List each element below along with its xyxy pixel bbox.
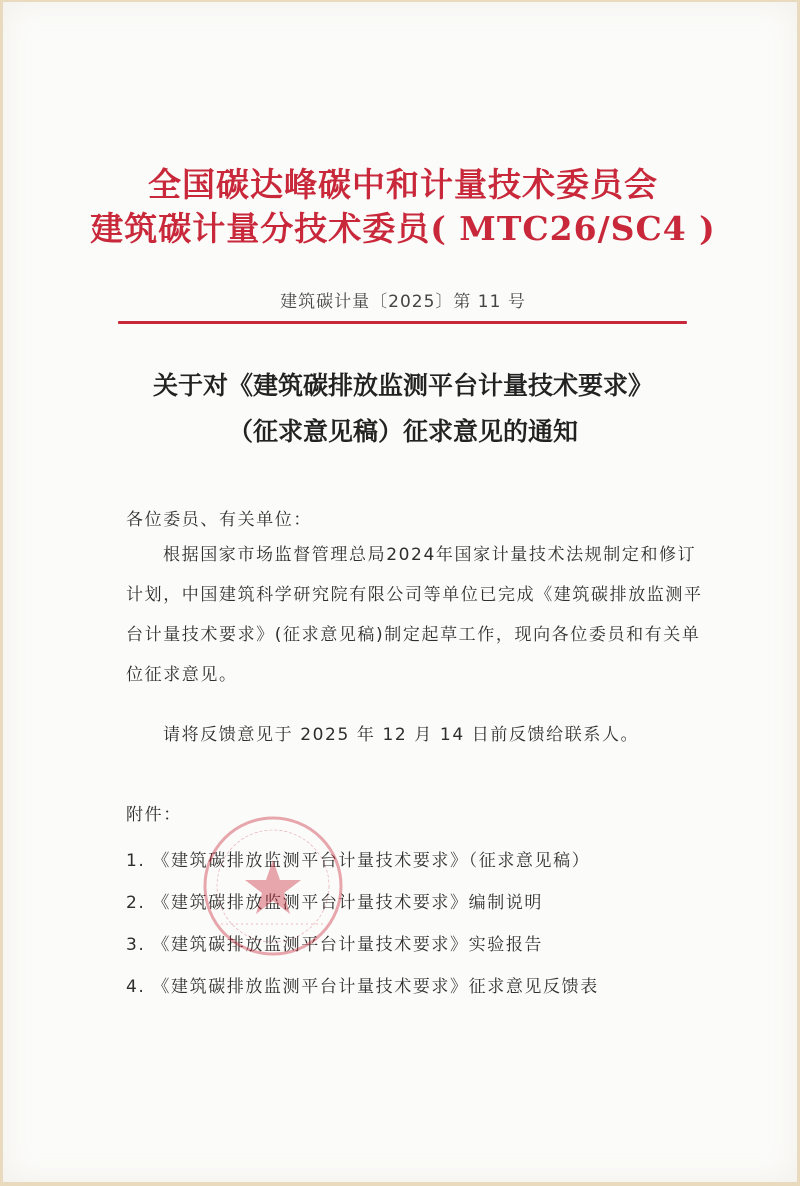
document-number: 建筑碳计量〔2025〕第 11 号 — [280, 292, 526, 312]
attachment-item: 4. 《建筑碳排放监测平台计量技术要求》征求意见反馈表 — [126, 977, 599, 997]
org-name-line2: 建筑碳计量分技术委员( MTC26/SC4 ) — [90, 209, 716, 248]
attachments-label: 附件： — [126, 805, 182, 825]
document-page — [3, 2, 797, 1182]
attachment-item: 2. 《建筑碳排放监测平台计量技术要求》编制说明 — [126, 893, 544, 913]
org-name-line1: 全国碳达峰碳中和计量技术委员会 — [148, 165, 658, 204]
salutation: 各位委员、有关单位： — [126, 510, 312, 530]
attachment-item: 3. 《建筑碳排放监测平台计量技术要求》实验报告 — [126, 935, 544, 955]
notice-title-line2: （征求意见稿）征求意见的通知 — [227, 417, 578, 446]
attachments-list — [126, 846, 599, 1014]
attachment-item: 1. 《建筑碳排放监测平台计量技术要求》（征求意见稿） — [126, 851, 591, 871]
body-paragraph-2: 请将反馈意见于 2025 年 12 月 14 日前反馈给联系人。 — [163, 725, 640, 745]
notice-title-line1: 关于对《建筑碳排放监测平台计量技术要求》 — [152, 371, 653, 400]
body-paragraph-1: 根据国家市场监督管理总局2024年国家计量技术法规制定和修订计划，中国建筑科学研究院有限公司等单位已完成《建筑碳排放监测平台计量技术要求》(征求意见稿)制定起草工作，现向各位委员和有关单位征求意见。 — [126, 545, 703, 685]
red-divider — [118, 321, 687, 324]
